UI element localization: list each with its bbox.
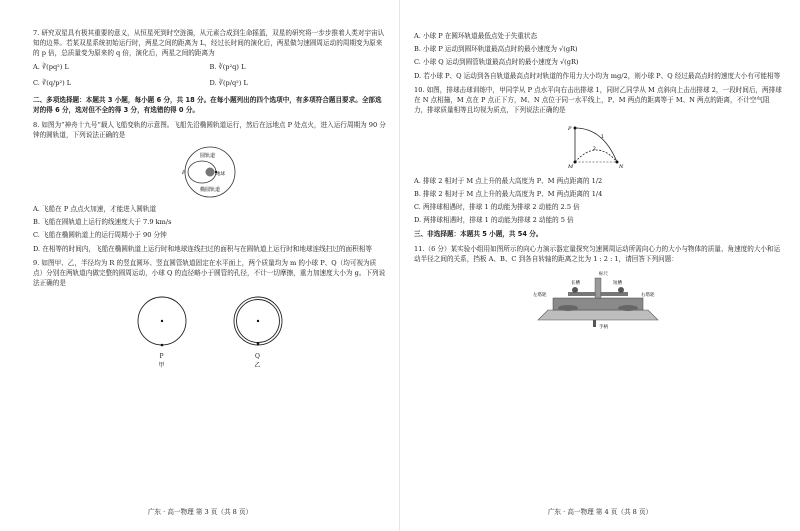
left-tower-label: 左塔轮 <box>533 293 547 299</box>
ellipse-orbit-label: 椭圆轨道 <box>199 186 220 193</box>
q9-option-d: D. 若小球 P、Q 运动到各自轨道最高点时对轨道的作用力大小均为 mg/2，则小球 P、Q 经过最高点时的速度大小有可能相等 <box>414 71 781 80</box>
question-7 <box>33 28 386 91</box>
page-3-footer: 广东 · 高一物理 第 3 页（共 8 页） <box>147 507 253 516</box>
question-9 <box>33 258 386 370</box>
q7-option-d: D. ∛(p/q²) L <box>209 78 248 87</box>
ball-1-label: 1 <box>601 134 604 140</box>
ring-track-diagram <box>135 295 189 349</box>
centripetal-apparatus-diagram <box>533 268 663 330</box>
q8-stem: 8. 如图为“神舟十九号”载人飞船变轨的示意图。飞船先沿椭圆轨道运行，然后在远地点 P 处点火，进入运行周期为 90 分钟的圆轨道，下列说法正确的是 <box>33 120 386 139</box>
q8-figure <box>33 144 386 200</box>
ruler-label: 标尺 <box>599 272 608 278</box>
q8-option-b: B. 飞船在圆轨道上运行的线速度大于 7.9 km/s <box>33 218 172 227</box>
section-2-heading: 二、多项选择题：本题共 3 小题，每小题 6 分，共 18 分。在每小题列出的四个选项中，有多项符合题目要求。全部选对的得 6 分，选对但不全的得 3 分，有选错的得 0 分。 <box>33 96 382 115</box>
handle-label: 手柄 <box>599 325 608 331</box>
label-p: P <box>159 352 164 360</box>
q9-figures <box>33 295 386 371</box>
question-10 <box>414 85 782 226</box>
question-8 <box>33 120 386 254</box>
long-slot-label: 长槽 <box>571 281 580 287</box>
q11-figure <box>414 268 782 330</box>
q7-option-a: A. ∛(pq²) L <box>33 62 69 71</box>
tube-track-diagram <box>231 295 285 349</box>
earth-icon <box>205 167 214 176</box>
q10-option-c: C. 两排球相遇时，排球 1 的动能为排球 2 动能的 2.5 倍 <box>414 202 580 211</box>
q7-options <box>33 59 386 91</box>
ball-2-label: 2 <box>593 146 596 152</box>
q10-stem: 10. 如图，排球击球训练中，甲同学从 P 点水平向右击出排球 1，同时乙同学从 M 点斜向上击出排球 2，一段时间后，两排球在 N 点相撞，M 点在 P 点正下方，M、N 点位于同一水平线上，P、M 两点的距离等于 M、N 两点的距离，不计空气阻力，排球质量相等且均视为质点，下列说法正确的是 <box>414 85 782 115</box>
earth-label: 地球 <box>215 171 225 177</box>
figure-jia <box>135 295 189 371</box>
q7-stem: 7. 研究双星具有极其重要的意义，从恒星死到时空涟漪，从元素合成到生命摇篮，双星的研究将一步步推着人类对宇宙认知的边界。若某双星系统初始运行时，两星之间的距离为 L，经过长时间的演化后，两星做匀速圆周运动的周期变为原来的 p 倍，总质量变为原来的 q 倍，演化后，两星之间的距离为 <box>33 29 385 58</box>
q10-figure <box>414 120 782 172</box>
q8-option-c: C. 飞船在椭圆轨道上的运行周期小于 90 分钟 <box>33 231 167 240</box>
q7-option-c: C. ∛(q/p²) L <box>33 78 72 87</box>
caption-jia: 甲 <box>158 362 165 370</box>
point-p-label: P <box>181 169 185 176</box>
label-q: Q <box>255 352 260 360</box>
short-slot-label: 短槽 <box>613 281 622 287</box>
round-orbit-label: 圆轨道 <box>199 152 215 159</box>
page-4 <box>400 0 800 531</box>
point-n-label: N <box>619 163 624 170</box>
q11-stem: 11.（6 分）某实验小组用如图所示的向心力演示器定量探究匀速圆周运动所需向心力的大小与物体的质量、角速度的大小和运动半径之间的关系，挡板 A、B、C 到各自转轴的距离之比为 1 : 2 : 1，请回答下列问题： <box>414 244 781 263</box>
q8-option-d: D. 在相等的时间内，飞船在椭圆轨道上运行时和地球连线扫过的面积与在圆轨道上运行时和地球连线扫过的面积相等 <box>33 244 372 253</box>
figure-yi <box>231 295 285 371</box>
question-11 <box>414 244 782 330</box>
q9-option-b: B. 小球 P 运动到圆环轨道最高点时的最小速度为 √(gR) <box>414 45 578 54</box>
q10-option-a: A. 排球 2 相对于 M 点上升的最大高度为 P、M 两点距离的 1/2 <box>414 176 603 185</box>
q8-option-a: A. 飞船在 P 点点火加速，才能进入圆轨道 <box>33 204 157 213</box>
q7-option-b: B. ∛(p²q) L <box>209 62 246 71</box>
point-p-label: P <box>568 125 572 132</box>
question-9-options <box>414 31 782 81</box>
q10-option-d: D. 两排球相遇时，排球 1 的动能为排球 2 动能的 5 倍 <box>414 216 574 225</box>
caption-yi: 乙 <box>254 362 261 370</box>
point-m-label: M <box>568 163 574 170</box>
right-tower-label: 右塔轮 <box>641 293 655 299</box>
page-4-footer: 广东 · 高一物理 第 4 页（共 8 页） <box>547 507 653 516</box>
q9-option-a: A. 小球 P 在圆环轨道最低点处于失重状态 <box>414 32 538 40</box>
q10-option-b: B. 排球 2 相对于 M 点上升的最大高度为 P、M 两点距离的 1/4 <box>414 189 603 198</box>
section-3-heading: 三、非选择题：本题共 5 小题，共 54 分。 <box>414 230 543 239</box>
q9-stem: 9. 如图甲、乙，半径均为 R 的竖直圆环、竖直圆管轨道固定在水平面上，两个质量均为 m 的小球 P、Q（均可视为质点）分别在两轨道内做完整的圆周运动，小球 Q 的直径略小于圆管的孔径，不计一切摩擦，重力加速度大小为 g。下列说法正确的是 <box>33 258 386 288</box>
orbit-diagram <box>160 144 260 200</box>
q9-option-c: C. 小球 Q 运动到圆管轨道最高点时的最小速度为 √(gR) <box>414 58 579 67</box>
volleyball-diagram <box>563 120 633 172</box>
